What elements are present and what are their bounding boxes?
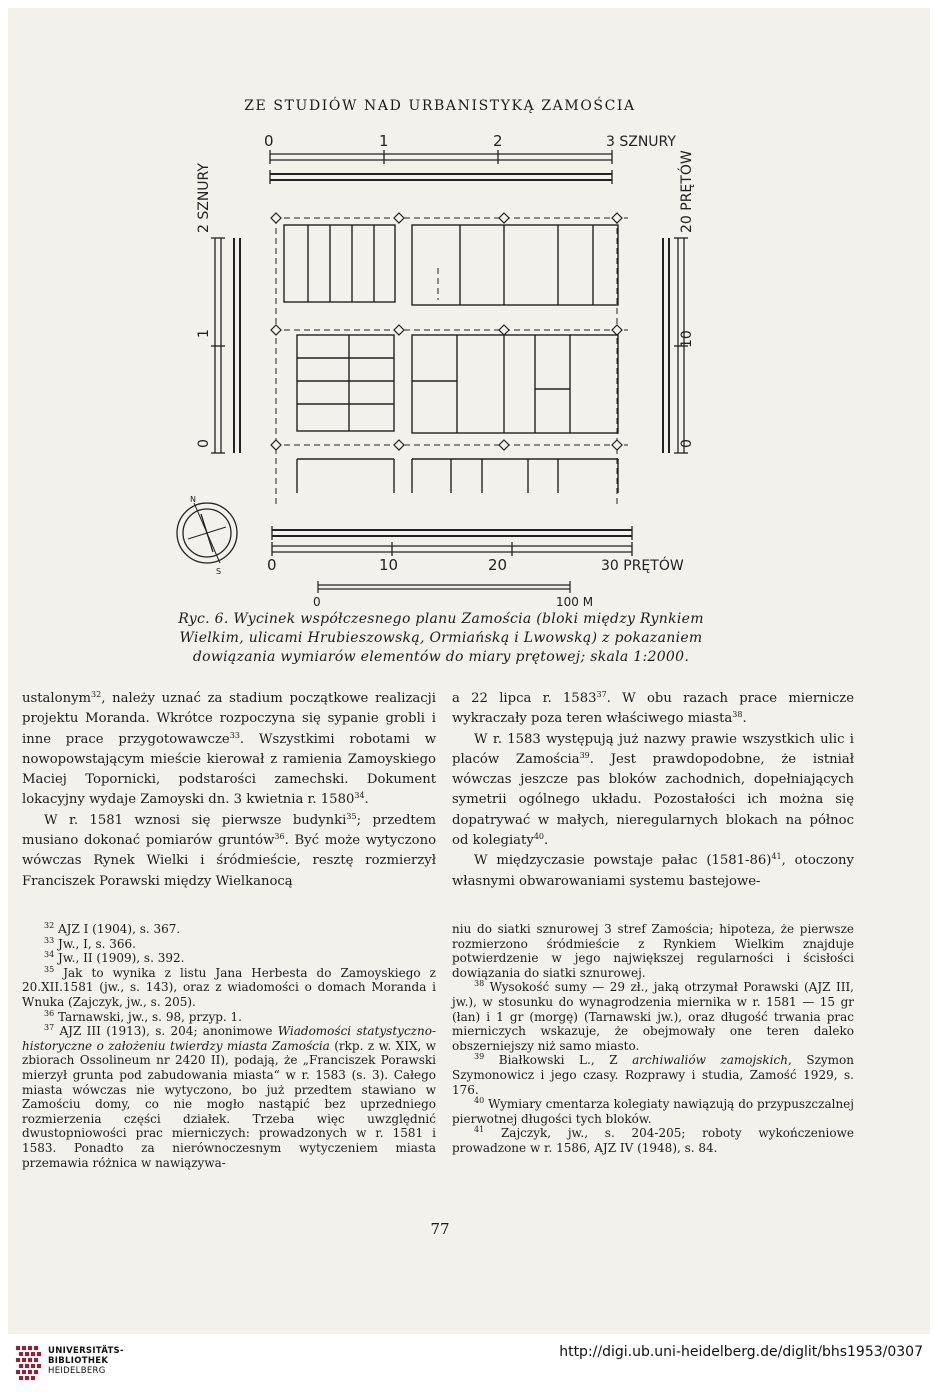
library-name-line-3: HEIDELBERG xyxy=(48,1366,106,1376)
footnotes-right xyxy=(452,922,854,1156)
right-column-text xyxy=(452,689,854,892)
bottom-scale-label-10: 10 xyxy=(379,556,399,574)
top-sznur-scale xyxy=(270,150,612,184)
left-scale-label-1: 1 xyxy=(196,329,212,338)
running-head: ZE STUDIÓW NAD URBANISTYKĄ ZAMOŚCIA xyxy=(244,98,636,114)
plan-figure xyxy=(8,8,930,608)
city-blocks xyxy=(284,225,618,493)
page-number: 77 xyxy=(430,1220,450,1238)
right-scale-label-0: 0 xyxy=(679,439,695,448)
library-logo-icon xyxy=(14,1344,44,1390)
bottom-scale-label-0: 0 xyxy=(267,556,277,574)
meter-scale-label-100: 100 M xyxy=(556,595,594,608)
bottom-scale-labels xyxy=(267,556,684,574)
footnote-35: $^{35}$ Jak to wynika z listu Jana Herbesta do Zamoyskiego z 20.XII.1581 (jw., s. 143), oraz z wiadomości o domach Moranda i Wnuka (Zajczyk, jw., s. 205). xyxy=(22,964,436,1009)
footnote-39: $^{39}$ Białkowski L., Z archiwaliów zamojskich, Szymon Szymonowicz i jego czasy. Rozprawy i studia, Zamość 1929, s. 176. xyxy=(452,1052,854,1097)
meter-scale xyxy=(318,581,570,593)
right-scale-label-10: 10 xyxy=(679,330,695,348)
top-scale-label-1: 1 xyxy=(379,132,389,150)
left-scale-label-0: 0 xyxy=(196,439,212,448)
left-column-text xyxy=(22,689,436,892)
footnote-40: $^{40}$ Wymiary cmentarza kolegiaty nawiązują do przypuszczalnej pierwotnej długości tych bloków. xyxy=(452,1096,854,1126)
footnote-34: $^{34}$ Jw., II (1909), s. 392. xyxy=(44,950,185,966)
footnote-41: $^{41}$ Zajczyk, jw., s. 204-205; roboty wykończeniowe prowadzone w r. 1586, AJZ IV (1948), s. 84. xyxy=(452,1125,854,1155)
footnote-36: $^{36}$ Tarnawski, jw., s. 98, przyp. 1. xyxy=(44,1008,242,1024)
library-name-line-2: BIBLIOTHEK xyxy=(48,1356,109,1366)
scanned-page xyxy=(8,8,930,1334)
top-scale-labels xyxy=(264,132,676,150)
footnote-33: $^{33}$ Jw., I, s. 366. xyxy=(44,935,136,951)
top-scale-label-2: 2 xyxy=(493,132,503,150)
footnote-37: $^{37}$ AJZ III (1913), s. 204; anonimowe Wiadomości statystyczno-historyczne o założeniu twierdzy miasta Zamościa (rkp. z w. XIX, w zbiorach Ossolineum nr 2420 II), podają, że „Franciszek Porawski mierzył grunta pod zabudowania miasta“ w r. 1583 (s. 3). Całego miasta wówczas nie wytyczono, bo już przedtem stawiano w Zamościu domy, co nie mogło nastąpić bez uprzedniego rozmierzenia części działek. Trzeba więc uwzględnić dwustopniowości prac mierniczych: prowadzonych w r. 1581 i 1583. Ponadto za nierównoczesnym wytyczeniem miasta przemawia różnica w nawiązywa- xyxy=(22,1023,437,1170)
caption-line-2: Wielkim, ulicami Hrubieszowską, Ormiańską i Lwowską) z pokazaniem xyxy=(179,630,703,646)
right-paragraph-1: a 22 lipca r. 1583$^{37}$. W obu razach prace miernicze wykraczały poza teren właściwego miasta$^{38}$. xyxy=(452,690,854,727)
library-name-line-1: UNIVERSITÄTS- xyxy=(48,1346,124,1356)
left-paragraph-1: ustalonym$^{32}$, należy uznać za stadium początkowe realizacji projektu Moranda. Wkrótce rozpoczyna się sypanie grobli i inne prace przygotowawcze$^{33}$. Wszystkimi robotami w nowopowstającym mieście kierował z ramienia Zamoyskiego Maciej Topornicki, podstarości zamechski. Dokument lokacyjny wydaje Zamoyski dn. 3 kwietnia r. 1580$^{34}$. xyxy=(22,690,436,808)
footnote-38: $^{38}$ Wysokość sumy — 29 zł., jaką otrzymał Porawski (AJZ III, jw.), w stosunku do wynagrodzenia miernika w r. 1581 — 15 gr (łan) i 1 gr (morgę) (Tarnawski jw.), oraz długość trwania prac mierniczych wskazuje, że obejmowały one teren daleko obszerniejszy niż samo miasto. xyxy=(452,979,854,1053)
compass xyxy=(177,503,237,563)
caption-line-1: Ryc. 6. Wycinek współczesnego planu Zamościa (bloki między Rynkiem xyxy=(178,611,704,627)
side-scales xyxy=(211,238,688,453)
bottom-scale-label-30: 30 PRĘTÓW xyxy=(601,558,684,574)
compass-south: S xyxy=(216,567,222,576)
right-paragraph-2: W r. 1583 występują już nazwy prawie wszystkich ulic i placów Zamościa$^{39}$. Jest prawdopodobne, że istniał wówczas jeszcze pas bloków zachodnich, dopełniających symetrii ogólnego układu. Pozostałości ich można się dopatrywać w małych, nieregularnych blokach na północ od kolegiaty$^{40}$. xyxy=(452,731,854,849)
top-scale-label-3: 3 SZNURY xyxy=(606,134,676,150)
left-paragraph-2: W r. 1581 wznosi się pierwsze budynki$^{35}$; przedtem musiano dokonać pomiarów gruntów$^{36}$. Być może wytyczono wówczas Rynek Wielki i śródmieście, resztę rozmierzył Franciszek Porawski między Wielkanocą xyxy=(22,811,437,889)
footnotes-left xyxy=(22,922,436,1170)
left-scale-title: 2 SZNURY xyxy=(196,163,212,233)
bottom-scale-label-20: 20 xyxy=(488,556,508,574)
permalink-url[interactable]: http://digi.ub.uni-heidelberg.de/diglit/bhs1953/0307 xyxy=(559,1344,923,1360)
right-scale-title: 20 PRĘTÓW xyxy=(679,150,695,233)
footnote-37-continued: niu do siatki sznurowej 3 stref Zamościa; hipoteza, że pierwsze rozmierzono śródmieście z Rynkiem Wielkim znajduje potwierdzenie w jego największej regularności i ścisłości dowiązania do siatki sznurowej. xyxy=(452,922,854,980)
library-name xyxy=(48,1346,124,1376)
footnote-32: $^{32}$ AJZ I (1904), s. 367. xyxy=(44,921,181,936)
figure-caption xyxy=(158,610,724,667)
caption-line-3: dowiązania wymiarów elementów do miary prętowej; skala 1:2000. xyxy=(192,649,690,665)
library-footer xyxy=(0,1334,939,1398)
right-paragraph-3: W międzyczasie powstaje pałac (1581-86)$^{41}$, otoczony własnymi obwarowaniami systemu bastejowe- xyxy=(452,852,854,889)
bottom-pret-scale xyxy=(272,526,632,556)
compass-north: N xyxy=(190,495,196,504)
meter-scale-label-0: 0 xyxy=(313,595,321,608)
top-scale-label-0: 0 xyxy=(264,132,274,150)
